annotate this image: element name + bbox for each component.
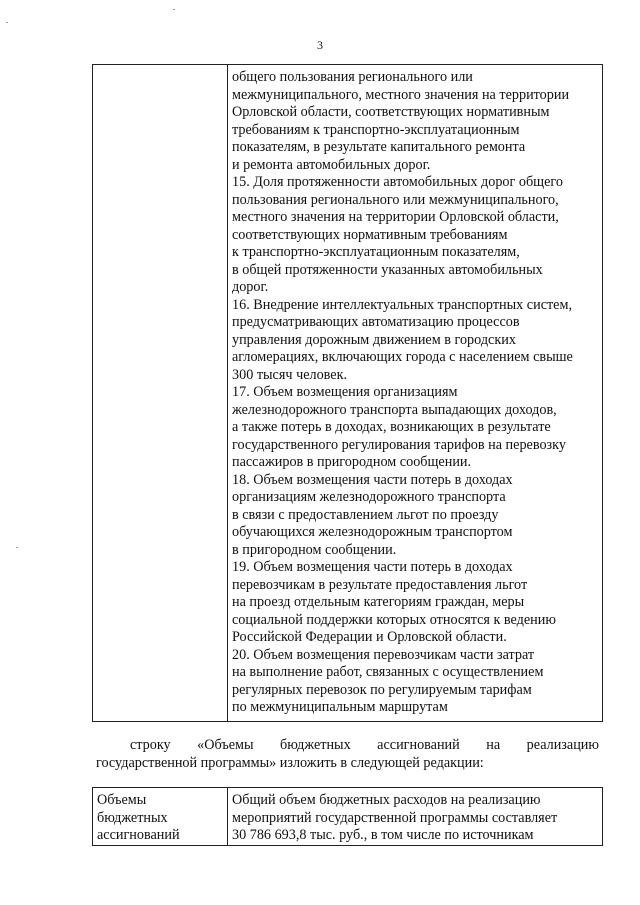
indicator-text-line: 19. Объем возмещения части потерь в доходах: [232, 559, 513, 575]
indicator-text-line: показателям, в результате капитального ремонта: [232, 139, 526, 155]
instruction-word: бюджетных: [280, 737, 351, 753]
indicator-text-line: 18. Объем возмещения части потерь в доходах: [232, 471, 513, 488]
page-number: 3: [317, 38, 323, 52]
indicator-text-line: по межмуниципальным маршрутам: [232, 699, 448, 715]
budget-label-line: бюджетных: [97, 809, 168, 826]
budget-label-line: Объемы: [97, 792, 147, 808]
indicator-text-line: в пригородном сообщении.: [232, 541, 397, 558]
indicator-text-line: Российской Федерации и Орловской области.: [232, 629, 507, 645]
indicator-text-line: а также потерь в доходах, возникающих в результате: [232, 419, 551, 435]
indicator-text-line: дорог.: [232, 279, 269, 295]
indicator-text-line: 16. Внедрение интеллектуальных транспортных систем,: [232, 296, 573, 313]
indicator-text-line: пользования регионального или межмуниципального,: [232, 191, 559, 208]
budget-text-line: Общий объем бюджетных расходов на реализацию: [232, 792, 541, 808]
table2-value-cell: [228, 788, 603, 846]
instruction-word: ассигнований: [377, 737, 460, 753]
table2-label-cell: [93, 788, 228, 846]
scan-speck: [173, 9, 175, 10]
indicator-text-line: организациям железнодорожного транспорта: [232, 489, 506, 505]
instruction-line-1: [96, 736, 599, 754]
indicator-text-line: межмуниципального, местного значения на территории: [232, 86, 570, 103]
instruction-word: на: [486, 737, 501, 753]
indicator-text-line: в связи с предоставлением льгот по проезду: [232, 506, 499, 523]
instruction-paragraph: [96, 736, 599, 772]
indicator-text-line: общего пользования регионального или: [232, 69, 473, 85]
indicator-text-line: 300 тысяч человек.: [232, 366, 348, 383]
indicator-text-line: в общей протяженности указанных автомобильных: [232, 261, 543, 278]
indicator-text-line: регулярных перевозок по регулируемым тарифам: [232, 681, 532, 698]
instruction-line-2: государственной программы» изложить в следующей редакции:: [96, 755, 484, 771]
instruction-word: реализацию: [526, 737, 599, 753]
budget-label-line: ассигнований: [97, 827, 180, 843]
indicator-text-line: пассажиров в пригородном сообщении.: [232, 454, 472, 470]
indicator-text-line: на выполнение работ, связанных с осуществлением: [232, 664, 544, 680]
indicator-text-line: и ремонта автомобильных дорог.: [232, 156, 431, 173]
budget-allocation-table: [92, 787, 603, 846]
indicators-table-continuation: [92, 64, 603, 722]
indicator-text-line: соответствующих нормативным требованиям: [232, 226, 508, 243]
scan-speck: [16, 547, 18, 548]
budget-description: [228, 788, 602, 845]
indicators-list: [228, 65, 602, 717]
indicator-text-line: на проезд отдельным категориям граждан, меры: [232, 594, 525, 610]
indicator-text-line: обучающихся железнодорожным транспортом: [232, 524, 513, 540]
scan-speck: [6, 22, 8, 23]
indicator-text-line: перевозчикам в результате предоставления льгот: [232, 576, 528, 593]
table1-left-cell: [93, 65, 228, 722]
budget-text-line: 30 786 693,8 тыс. руб., в том числе по источникам: [232, 827, 534, 843]
indicator-text-line: Орловской области, соответствующих нормативным: [232, 104, 550, 120]
budget-text-line: мероприятий государственной программы составляет: [232, 809, 558, 826]
instruction-word: «Объемы: [197, 737, 254, 753]
indicator-text-line: предусматривающих автоматизацию процессов: [232, 314, 520, 330]
table1-right-cell: [228, 65, 603, 722]
instruction-word: строку: [130, 737, 171, 753]
indicator-text-line: 20. Объем возмещения перевозчикам части затрат: [232, 646, 535, 663]
indicator-text-line: государственного регулирования тарифов на перевозку: [232, 436, 566, 453]
indicator-text-line: железнодорожного транспорта выпадающих доходов,: [232, 401, 557, 418]
indicator-text-line: 17. Объем возмещения организациям: [232, 384, 458, 400]
indicator-text-line: требованиям к транспортно-эксплуатационным: [232, 121, 520, 138]
indicator-text-line: социальной поддержки которых относятся к ведению: [232, 611, 556, 628]
budget-label: [93, 788, 227, 845]
indicator-text-line: к транспортно-эксплуатационным показателям,: [232, 244, 520, 260]
indicator-text-line: агломерациях, включающих города с населением свыше: [232, 349, 573, 365]
indicator-text-line: 15. Доля протяженности автомобильных дорог общего: [232, 174, 563, 190]
indicator-text-line: управления дорожным движением в городских: [232, 331, 516, 348]
indicator-text-line: местного значения на территории Орловской области,: [232, 209, 559, 225]
